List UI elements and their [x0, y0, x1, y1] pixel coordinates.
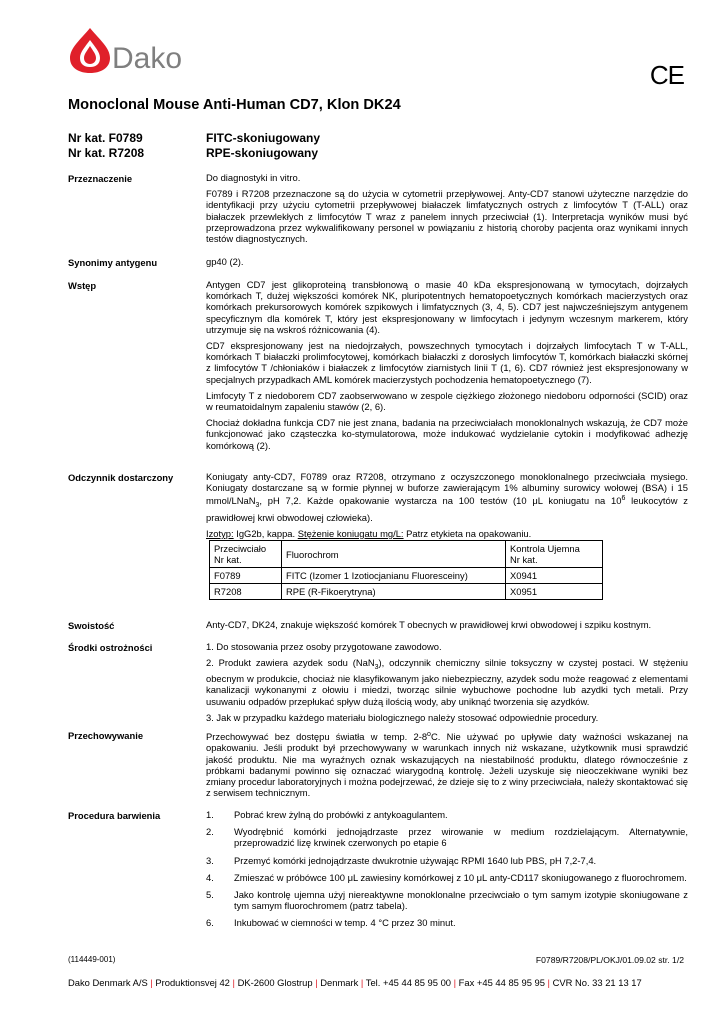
catalog-code-2: Nr kat. R7208 — [68, 146, 145, 160]
section-przechowywanie — [206, 729, 688, 803]
footer-tel: Tel. +45 44 85 95 00 — [365, 977, 452, 988]
table-cell: R7208 — [210, 584, 282, 600]
section-swoistosc — [206, 619, 688, 635]
footer-separator: | — [232, 977, 235, 988]
section-srodki — [206, 641, 688, 728]
section-label-przeznaczenie: Przeznaczenie — [68, 173, 133, 184]
section-label-srodki: Środki ostrożności — [68, 642, 153, 653]
table-header-row — [210, 541, 603, 568]
section-przeznaczenie — [206, 172, 688, 249]
footer-address: Produktionsvej 42 — [155, 977, 230, 988]
list-item: 2. Wyodrębnić komórki jednojądrzaste przez wirowanie w medium rozdzielającym. Alternatywnie, przeprowadzić lizę krwinek czerwonych po etapie 6 — [206, 826, 688, 849]
catalog-code-1: Nr kat. F0789 — [68, 131, 143, 145]
paragraph: Koniugaty anty-CD7, F0789 oraz R7208, otrzymano z oczyszczonego monoklonalnego przeciwciała mysiego. Koniugaty dostarczane są w formie płynnej w buforze zawierającym 1% albuminy surowicy wołowej (BSA) i 15 mmol/LNaN$_3$, pH 7,2. Każde opakowanie wystarcza na 100 testów (10 μL koniugatu na $10^6$ leukocytów z prawidłowej krwi obwodowej człowieka). — [206, 471, 688, 523]
section-label-przechowywanie: Przechowywanie — [68, 730, 144, 741]
section-odczynnik — [206, 471, 688, 544]
section-label-procedura: Procedura barwienia — [68, 810, 161, 821]
footer-separator: | — [453, 977, 457, 988]
brand-name: Dako — [112, 42, 183, 75]
paragraph: CD7 ekspresjonowany jest na niedojrzałych, powszechnych tymocytach i dojrzałych limfocytach T w T-ALL, komórkach T białaczki prolimfocytowej, komórkach białaczki z dorosłych limfocytów T, komórkach białaczki skórnej z limfocytów T /chłoniaków i białaczek z limfocytów ziarnistych linii T (1, 6). CD7 również jest ekspresjonowany w specjalnych przypadkach AML komórek macierzystych pochodzenia hematopoetycznego (7). — [206, 340, 688, 385]
document-code: (114449-001) — [68, 955, 116, 964]
paragraph: 3. Jak w przypadku każdego materiału biologicznego należy stosować odpowiednie procedury. — [206, 711, 599, 723]
table-cell: FITC (Izomer 1 Izotiocjanianu Fluoresceiny) — [282, 568, 506, 584]
isotyp-line: Izotyp: IgG2b, kappa. Stężenie koniugatu mg/L: Patrz etykieta na opakowaniu. — [206, 527, 532, 539]
footer-separator: | — [315, 977, 318, 988]
section-label-synonimy: Synonimy antygenu — [68, 257, 158, 268]
footer-country: Denmark — [320, 977, 359, 988]
paragraph: 1. Do stosowania przez osoby przygotowane zawodowo. — [206, 641, 442, 652]
list-item: 3. Przemyć komórki jednojądrzaste dwukrotnie używając RPMI 1640 lub PBS, pH 7,2-7,4. — [206, 854, 597, 866]
table-header-cell: Kontrola Ujemna Nr kat. — [506, 541, 603, 568]
paragraph: Antygen CD7 jest glikoproteiną transbłonową o masie 40 kDa ekspresjonowaną w tymocytach, dojrzałych komórkach T, dużej większości komórek NK, pluripotentnych hematopoetycznych komórkach macierzystych oraz komórkach prekursorowych komórek szpikowych i limfatycznych (3, 4, 5). CD7 jest najwcześniejszym antygenem specyficznym dla komórek T, który jest ekspresjonowany w limfocytach i jedynym wczesnym markerem, który utrzymuje się na wskroś różnicowania (4). — [206, 279, 688, 335]
list-item: 6. Inkubować w ciemności w temp. 4 °C przez 30 minut. — [206, 917, 456, 929]
catalog-desc-1: FITC-skoniugowany — [206, 131, 320, 145]
footer-separator: | — [360, 977, 364, 988]
section-wstep — [206, 279, 688, 456]
paragraph: Anty-CD7, DK24, znakuje większość komórek T obecnych w prawidłowej krwi obwodowej i szpiku kostnym. — [206, 619, 652, 630]
document-title: Monoclonal Mouse Anti-Human CD7, Klon DK24 — [68, 97, 401, 113]
section-synonimy — [206, 256, 688, 272]
paragraph: Do diagnostyki in vitro. — [206, 172, 301, 183]
section-label-swoistosc: Swoistość — [68, 620, 115, 631]
table-header-cell: Przeciwciało Nr kat. — [210, 541, 282, 568]
dako-drop-icon — [68, 26, 112, 74]
footer-separator: | — [150, 977, 153, 988]
footer-cvr: CVR No. 33 21 13 17 — [552, 977, 642, 988]
footer-separator: | — [547, 977, 550, 988]
paragraph: Przechowywać bez dostępu światła w temp. 2-8$^o$C. Nie używać po upływie daty ważności wskazanej na opakowaniu. Jeśli produkt był przechowywany w warunkach innych niż wskazane, użytkownik musi sprawdzić jakość produktu. Nie ma wyraźnych oznak wskazujących na niestabilność produktu, dlatego równocześnie z próbkami badanymi powinno się oznaczać wiarygodną kontrolę. Jeżeli uzyskuje się nieoczekiwane wyniki bez zmiany procedur laboratoryjnych i można podejrzewać, że dzieje się to z winy przeciwciała, należy skontaktować się z serwisem technicznym. — [206, 731, 688, 799]
section-label-odczynnik: Odczynnik dostarczony — [68, 472, 174, 483]
table-cell: X0951 — [506, 584, 603, 600]
paragraph: 2. Produkt zawiera azydek sodu (NaN$_3$), odczynnik chemiczny silnie toksyczny w czystej postaci. W stężeniu obecnym w produkcie, chociaż nie klasyfikowanym jako niebezpieczny, azydek sodu może reagować z elementami kanalizacji wykonanymi z ołowiu i miedzi, tworząc silnie wybuchowe pochodne lub azydki tych metali. Przy usuwaniu odpadów przepłukać spływ dużą ilością wody, aby uniknąć tworzenia się azydków. — [206, 657, 688, 707]
table-row — [210, 584, 603, 600]
footer-company: Dako Denmark A/S — [68, 977, 148, 988]
procedure-steps — [206, 809, 688, 935]
paragraph: Chociaż dokładna funkcja CD7 nie jest znana, badania na przeciwciałach monoklonalnych wskazują, że CD7 może funkcjonować jako cząsteczka ko-stymulatorowa, może indukować wydzielanie cytokin i modyfikować adhezję komórkową (2). — [206, 417, 688, 451]
section-label-wstep: Wstęp — [68, 280, 97, 291]
ce-mark: CE — [649, 60, 684, 90]
list-item: 1. Pobrać krew żylną do probówki z antykoagulantem. — [206, 809, 448, 820]
table-header-cell: Fluorochrom — [282, 541, 506, 568]
table-cell: RPE (R-Fikoerytryna) — [282, 584, 506, 600]
list-item: 4. Zmieszać w próbówce 100 μL zawiesiny komórkowej z 10 μL anty-CD117 skoniugowanego z fluorochromem. — [206, 871, 687, 883]
table-row — [210, 568, 603, 584]
kontrola-table — [209, 540, 603, 600]
company-footer — [68, 977, 642, 988]
paragraph: F0789 i R7208 przeznaczone są do użycia w cytometrii przepływowej. Anty-CD7 stanowi użyteczne narzędzie do identyfikacji przy użyciu cytometrii przepływowej białaczek limfatycznych ostrych z limfocytów T (T-ALL) oraz białaczek przewlekłych z limfocytów T wraz z panelem innych przeciwciał (1). Interpretacja wyników musi być przeprowadzona przez wykwalifikowany personel w powiązaniu z historią choroby pacjenta oraz wynikami innych testów diagnostycznych. — [206, 188, 688, 245]
dako-logo — [68, 26, 198, 76]
table-cell: X0941 — [506, 568, 603, 584]
table-cell: F0789 — [210, 568, 282, 584]
list-item: 5. Jako kontrolę ujemna użyj niereaktywne monoklonalne przeciwciało o tym samym izotypie skoniugowane z tym samym fluorochromem (patrz tabela). — [206, 889, 688, 912]
catalog-desc-2: RPE-skoniugowany — [206, 146, 319, 160]
footer-city: DK-2600 Glostrup — [237, 977, 313, 988]
footer-fax: Fax +45 44 85 95 95 — [458, 977, 545, 988]
paragraph: Limfocyty T z niedoborem CD7 zaobserwowano w zespole ciężkiego złożonego niedoboru odporności (SCID) oraz w reumatoidalnym zapaleniu stawów (2, 6). — [206, 389, 688, 413]
document-reference: F0789/R7208/PL/OKJ/01.09.02 str. 1/2 — [535, 955, 684, 965]
paragraph: gp40 (2). — [206, 256, 244, 267]
